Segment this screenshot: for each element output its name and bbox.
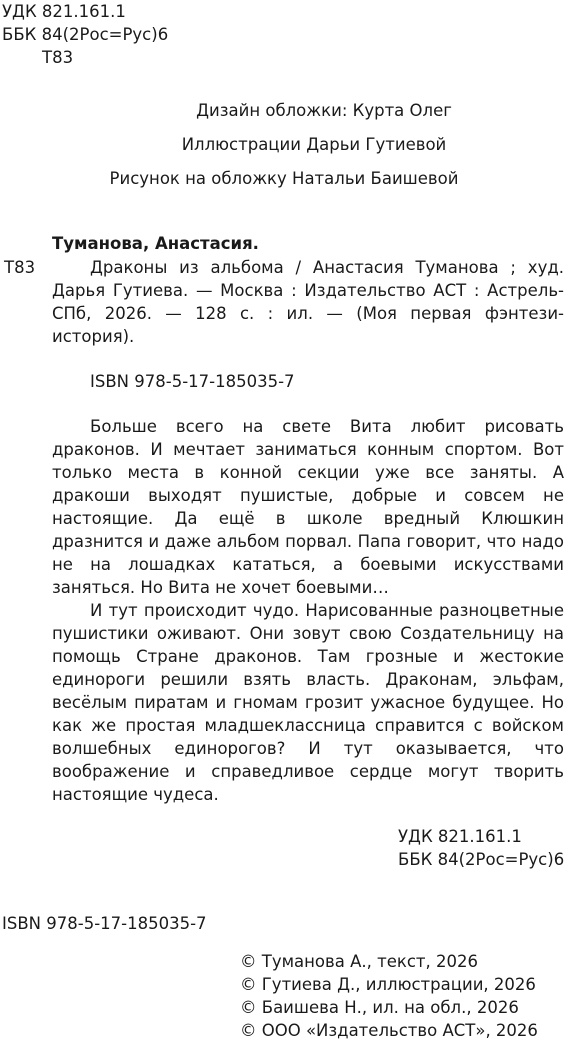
author-mark: Т83	[42, 48, 74, 67]
cover-design-credit: Дизайн обложки: Курта Олег	[196, 101, 452, 120]
credits-block	[0, 94, 568, 196]
catalog-isbn: ISBN 978-5-17-185035-7	[90, 372, 295, 391]
bottom-isbn: ISBN 978-5-17-185035-7	[2, 914, 207, 933]
copyright-line: © Баишева Н., ил. на обл., 2026	[240, 998, 519, 1017]
bbk-code: ББК 84(2Рос=Рус)6	[2, 25, 169, 44]
copyright-block	[240, 950, 538, 1042]
top-classification-codes	[2, 0, 168, 69]
catalog-author: Туманова, Анастасия.	[52, 234, 259, 253]
cover-drawing-credit: Рисунок на обложку Натальи Баишевой	[109, 169, 459, 188]
copyright-line: © Гутиева Д., иллюстрации, 2026	[240, 975, 536, 994]
catalog-author-mark: Т83	[4, 258, 36, 277]
annotation-paragraph-2: И тут происходит чудо. Нарисованные разноцветные пушистики оживают. Они зовут свою Создательницу на помощь Стране драконов. Там грозные и жестокие единороги решили взять власть. Драконам, эльфам, весёлым пиратам и гномам грозит ужасное будущее. Но как же простая младшеклассница справится с войском волшебных единорогов? И тут оказывается, что воображение и справедливое сердце могут творить настоящие чудеса.	[52, 601, 564, 804]
bottom-bbk-code: ББК 84(2Рос=Рус)6	[398, 850, 565, 869]
bottom-udk-code: УДК 821.161.1	[398, 827, 522, 846]
copyright-line: © ООО «Издательство АСТ», 2026	[240, 1021, 538, 1040]
catalog-description	[52, 256, 564, 348]
copyright-line: © Туманова А., текст, 2026	[240, 952, 479, 971]
annotation	[52, 415, 564, 806]
bottom-classification-codes	[398, 825, 564, 871]
bibliographic-record: Драконы из альбома / Анастасия Туманова ; худ. Дарья Гутиева. — Москва : Издательство АСТ : Астрель-СПб, 2026. — 128 с. : ил. — (Моя первая фэнтези-история).	[52, 258, 564, 346]
illustrations-credit: Иллюстрации Дарьи Гутиевой	[181, 135, 447, 154]
udk-code: УДК 821.161.1	[2, 2, 126, 21]
annotation-paragraph-1: Больше всего на свете Вита любит рисовать драконов. И мечтает заниматься конным спортом. Вот только места в конной секции уже все заняты. А дракоши выходят пушистые, добрые и совсем не настоящие. Да ещё в школе вредный Клюшкин дразнится и даже альбом порвал. Папа говорит, что надо не на лошадках кататься, а боевыми искусствами заняться. Но Вита не хочет боевыми…	[52, 417, 564, 597]
